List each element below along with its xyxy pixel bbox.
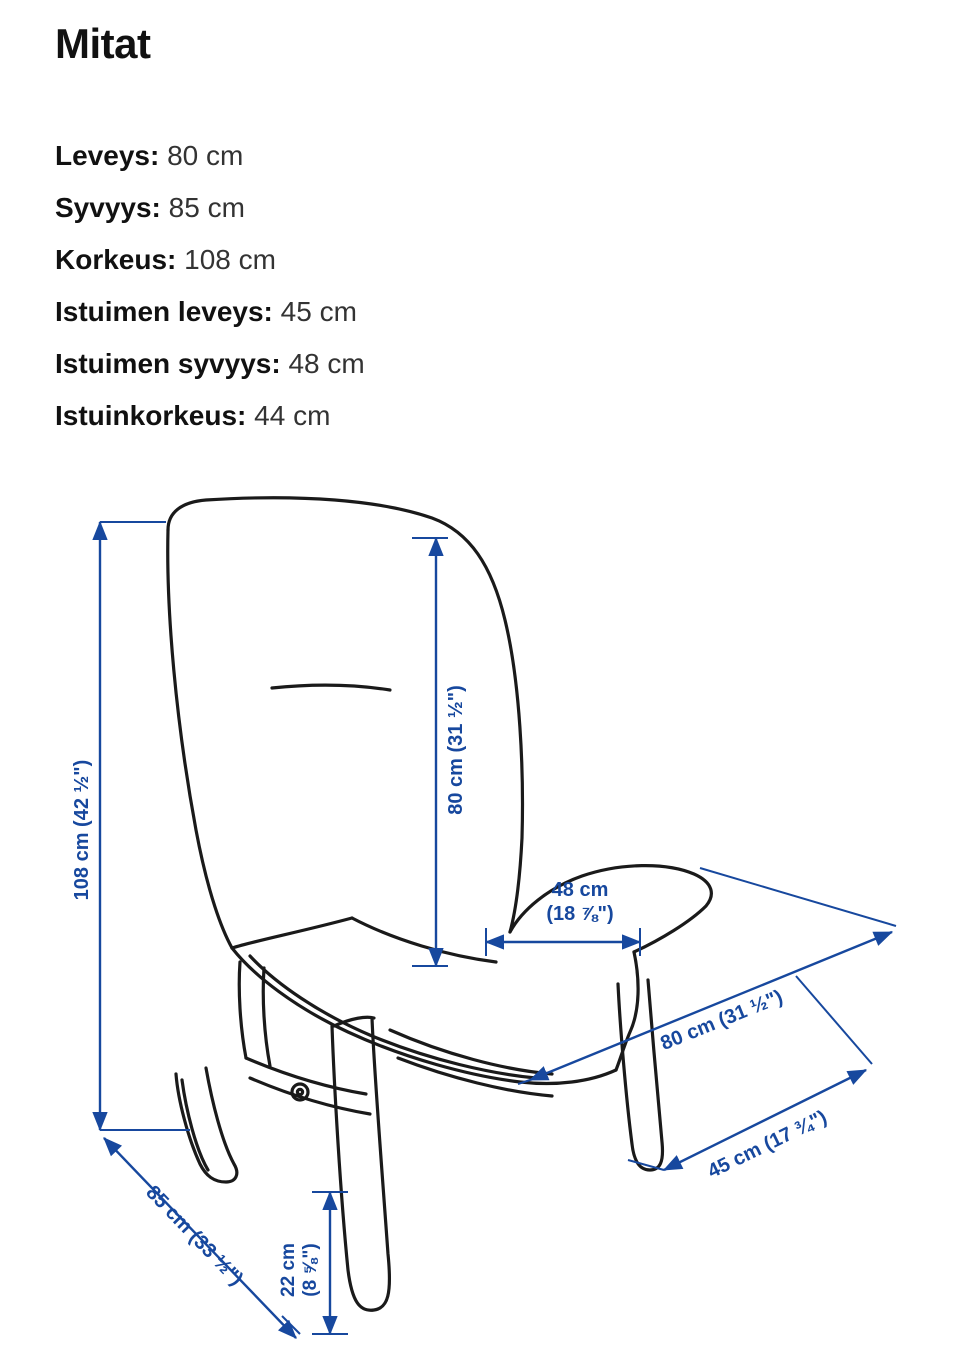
- spec-value: 108 cm: [184, 244, 276, 275]
- spec-row: [55, 234, 755, 286]
- spec-row: [55, 286, 755, 338]
- label-leg-height-line2: (8 ⅝"): [300, 1243, 321, 1297]
- spec-row: [55, 182, 755, 234]
- label-seat-depth-line2: (18 ⅞"): [546, 903, 614, 925]
- dimension-labels: [71, 685, 830, 1297]
- label-depth: 85 cm (33 ½"): [141, 1181, 248, 1291]
- label-back-height: 80 cm (31 ½"): [445, 685, 467, 815]
- label-height: 108 cm (42 ½"): [71, 759, 93, 901]
- label-seat-depth-line1: 48 cm: [551, 879, 609, 901]
- chair-dimension-diagram: [0, 470, 960, 1370]
- spec-label: Istuimen syvyys:: [55, 348, 281, 379]
- spec-label: Syvyys:: [55, 192, 161, 223]
- spec-value: 45 cm: [280, 296, 357, 327]
- spec-value: 48 cm: [288, 348, 365, 379]
- specs-list: [55, 130, 755, 442]
- dim-line-width: [530, 932, 892, 1080]
- spec-label: Istuimen leveys:: [55, 296, 273, 327]
- spec-value: 44 cm: [254, 400, 331, 431]
- label-width: 80 cm (31 ½"): [657, 985, 786, 1055]
- spec-row: [55, 338, 755, 390]
- page-title: Mitat: [55, 20, 151, 67]
- label-leg-height-line1: 22 cm: [278, 1243, 299, 1297]
- spec-label: Leveys:: [55, 140, 160, 171]
- spec-label: Korkeus:: [55, 244, 177, 275]
- chair-illustration: [168, 498, 712, 1310]
- spec-row: [55, 390, 755, 442]
- spec-row: [55, 130, 755, 182]
- spec-value: 85 cm: [168, 192, 245, 223]
- spec-value: 80 cm: [167, 140, 244, 171]
- label-seat-width: 45 cm (17 ¾"): [704, 1106, 831, 1183]
- dimension-lines: [100, 522, 896, 1338]
- spec-label: Istuinkorkeus:: [55, 400, 247, 431]
